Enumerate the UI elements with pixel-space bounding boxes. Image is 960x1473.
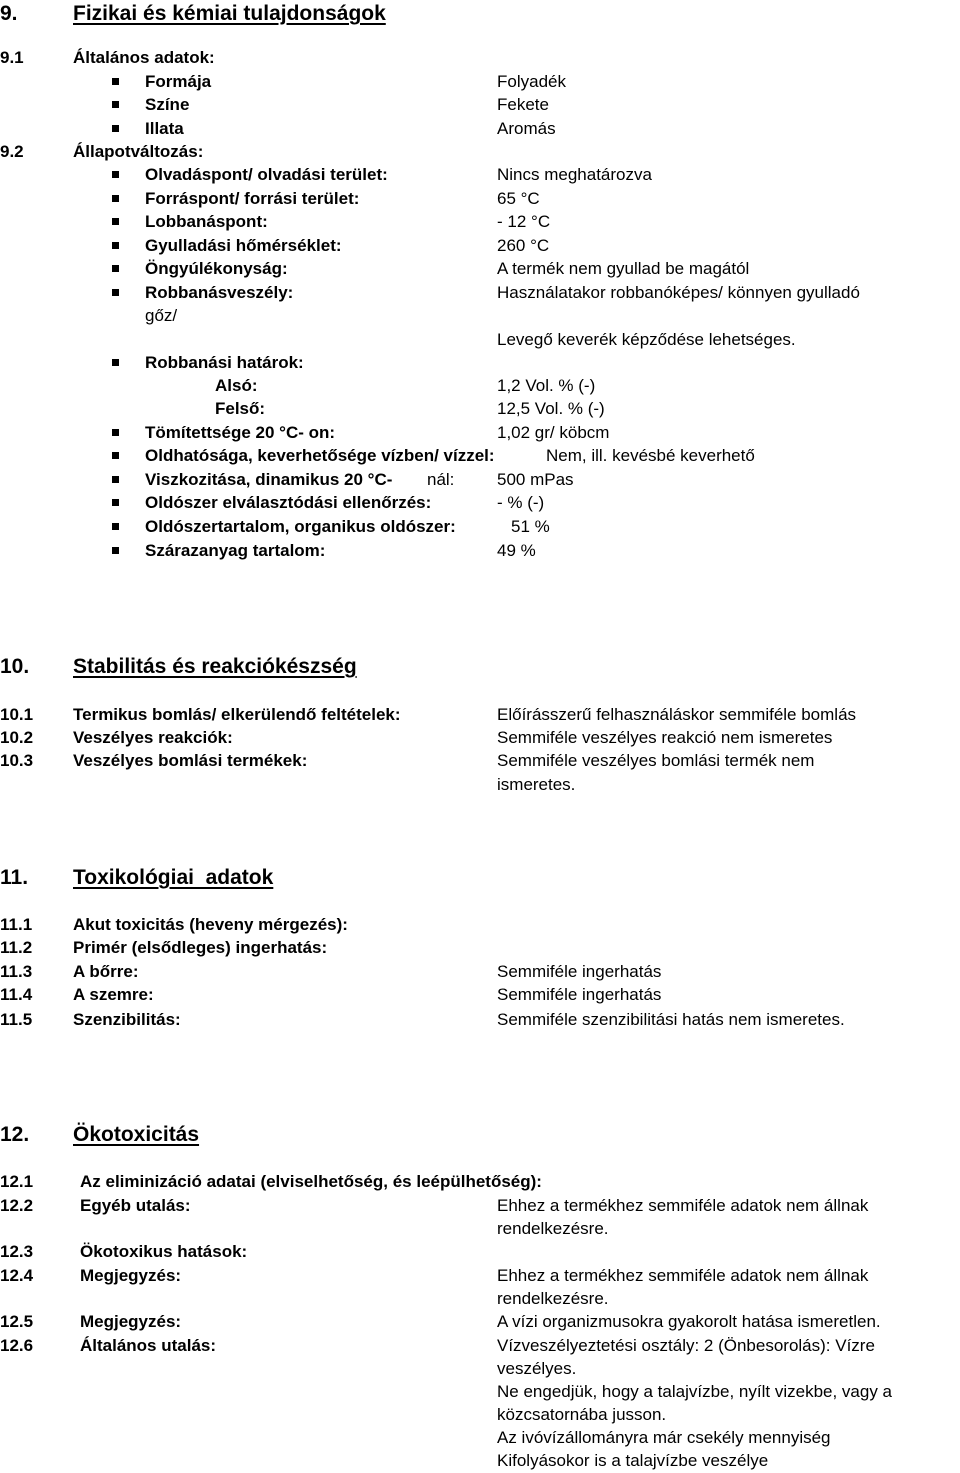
section-9-title: Fizikai és kémiai tulajdonságok: [73, 2, 386, 25]
section-10-number: 10.: [0, 655, 30, 678]
row-value: Semmiféle veszélyes bomlási termék nem: [497, 751, 815, 770]
row-label: Megjegyzés:: [80, 1266, 182, 1285]
row-value-continuation: Ne engedjük, hogy a talajvízbe, nyílt vizekbe, vagy a: [497, 1382, 893, 1401]
row-value-continuation: rendelkezésre.: [497, 1289, 609, 1308]
row-value: Semmiféle ingerhatás: [497, 962, 662, 981]
row-label: Primér (elsődleges) ingerhatás:: [73, 938, 328, 957]
property-value: Aromás: [497, 119, 556, 138]
bullet-icon: [112, 289, 119, 296]
property-label: Oldószertartalom, organikus oldószer:: [145, 517, 456, 536]
property-label: Robbanásveszély:: [145, 283, 294, 302]
property-label: Lobbanáspont:: [145, 212, 268, 231]
property-label-suffix: nál:: [427, 470, 455, 489]
row-number: 11.1: [0, 915, 33, 934]
row-label: A szemre:: [73, 985, 154, 1004]
property-value: Használatakor robbanóképes/ könnyen gyulladó: [497, 283, 860, 302]
row-label: Szenzibilitás:: [73, 1010, 181, 1029]
bullet-icon: [112, 242, 119, 249]
row-label: Egyéb utalás:: [80, 1196, 191, 1215]
row-number: 12.4: [0, 1266, 34, 1285]
property-value: 51 %: [511, 517, 550, 536]
property-label: Öngyúlékonyság:: [145, 259, 288, 278]
property-label: Oldhatósága, keverhetősége vízben/ vízzel:: [145, 446, 495, 465]
property-label: Olvadáspont/ olvadási terület:: [145, 165, 388, 184]
bullet-icon: [112, 476, 119, 483]
row-value-continuation: veszélyes.: [497, 1359, 577, 1378]
row-label: Akut toxicitás (heveny mérgezés):: [73, 915, 348, 934]
row-label: A bőrre:: [73, 962, 139, 981]
bullet-icon: [112, 265, 119, 272]
bullet-icon: [112, 523, 119, 530]
property-value: 49 %: [497, 541, 536, 560]
bullet-icon: [112, 218, 119, 225]
row-value-continuation: ismeretes.: [497, 775, 576, 794]
row-value: Semmiféle ingerhatás: [497, 985, 662, 1004]
row-label: Megjegyzés:: [80, 1312, 182, 1331]
property-label: Gyulladási hőmérséklet:: [145, 236, 342, 255]
section-12-number: 12.: [0, 1123, 30, 1146]
bullet-icon: [112, 125, 119, 132]
subsection-9-2-label: Állapotváltozás:: [73, 142, 204, 161]
row-number: 12.2: [0, 1196, 34, 1215]
property-value: 65 °C: [497, 189, 540, 208]
property-label: Formája: [145, 72, 212, 91]
row-value: Semmiféle veszélyes reakció nem ismeretes: [497, 728, 833, 747]
row-value: Ehhez a termékhez semmiféle adatok nem állnak: [497, 1196, 869, 1215]
row-value-continuation: közcsatornába jusson.: [497, 1405, 667, 1424]
bullet-icon: [112, 78, 119, 85]
row-label: Veszélyes reakciók:: [73, 728, 233, 747]
row-number: 11.3: [0, 962, 33, 981]
row-number: 11.5: [0, 1010, 33, 1029]
property-value: 1,2 Vol. % (-): [497, 376, 596, 395]
property-value: 260 °C: [497, 236, 550, 255]
section-9-number: 9.: [0, 2, 18, 25]
row-value-continuation: Kifolyásokor is a talajvízbe veszélye: [497, 1451, 769, 1470]
property-label: Illata: [145, 119, 184, 138]
bullet-icon: [112, 499, 119, 506]
subsection-9-1-label: Általános adatok:: [73, 48, 215, 67]
property-label: Forráspont/ forrási terület:: [145, 189, 360, 208]
property-label: Robbanási határok:: [145, 353, 304, 372]
row-number: 10.1: [0, 705, 34, 724]
row-number: 12.1: [0, 1172, 34, 1191]
section-11-number: 11.: [0, 866, 29, 889]
property-value: - % (-): [497, 493, 545, 512]
section-11-title: Toxikológiai adatok: [73, 866, 274, 889]
row-number: 11.4: [0, 985, 33, 1004]
row-label: Ökotoxikus hatások:: [80, 1242, 248, 1261]
subsection-9-2-number: 9.2: [0, 142, 24, 161]
row-value: Semmiféle szenzibilitási hatás nem ismeretes.: [497, 1010, 845, 1029]
bullet-icon: [112, 547, 119, 554]
property-value-continuation: gőz/: [145, 306, 178, 325]
bullet-icon: [112, 195, 119, 202]
property-value: Fekete: [497, 95, 549, 114]
row-label: Termikus bomlás/ elkerülendő feltételek:: [73, 705, 401, 724]
property-value: Nincs meghatározva: [497, 165, 652, 184]
row-number: 11.2: [0, 938, 33, 957]
bullet-icon: [112, 452, 119, 459]
row-value: Vízveszélyeztetési osztály: 2 (Önbesorolás): Vízre: [497, 1336, 875, 1355]
property-value: 1,02 gr/ köbcm: [497, 423, 610, 442]
section-12-title: Ökotoxicitás: [73, 1123, 200, 1146]
subsection-9-1-number: 9.1: [0, 48, 24, 67]
row-number: 12.5: [0, 1312, 34, 1331]
section-10-title: Stabilitás és reakciókészség: [73, 655, 357, 678]
property-label: Tömítettsége 20 °C- on:: [145, 423, 336, 442]
property-value: 500 mPas: [497, 470, 574, 489]
row-label: Általános utalás:: [80, 1336, 217, 1355]
row-number: 10.3: [0, 751, 34, 770]
property-label: Szárazanyag tartalom:: [145, 541, 326, 560]
row-number: 10.2: [0, 728, 34, 747]
property-label: Színe: [145, 95, 190, 114]
row-value: A vízi organizmusokra gyakorolt hatása ismeretlen.: [497, 1312, 881, 1331]
property-label: Oldószer elválasztódási ellenőrzés:: [145, 493, 432, 512]
row-value: Előírásszerű felhasználáskor semmiféle bomlás: [497, 705, 857, 724]
bullet-icon: [112, 429, 119, 436]
property-value: A termék nem gyullad be magától: [497, 259, 750, 278]
bullet-icon: [112, 359, 119, 366]
bullet-icon: [112, 171, 119, 178]
row-label: Az eliminizáció adatai (elviselhetőség, és leépülhetőség):: [80, 1172, 542, 1191]
property-label: Viszkozitása, dinamikus 20 °C-: [145, 470, 393, 489]
property-sublabel: Alsó:: [215, 376, 258, 395]
row-value-continuation: rendelkezésre.: [497, 1219, 609, 1238]
property-value-continuation: Levegő keverék képződése lehetséges.: [497, 330, 796, 349]
row-label: Veszélyes bomlási termékek:: [73, 751, 308, 770]
bullet-icon: [112, 101, 119, 108]
property-value: - 12 °C: [497, 212, 551, 231]
row-number: 12.3: [0, 1242, 34, 1261]
property-value: Nem, ill. kevésbé keverhető: [546, 446, 755, 465]
property-value: Folyadék: [497, 72, 566, 91]
row-number: 12.6: [0, 1336, 34, 1355]
row-value-continuation: Az ivóvízállományra már csekély mennyiség: [497, 1428, 831, 1447]
property-value: 12,5 Vol. % (-): [497, 399, 605, 418]
row-value: Ehhez a termékhez semmiféle adatok nem állnak: [497, 1266, 869, 1285]
property-sublabel: Felső:: [215, 399, 266, 418]
